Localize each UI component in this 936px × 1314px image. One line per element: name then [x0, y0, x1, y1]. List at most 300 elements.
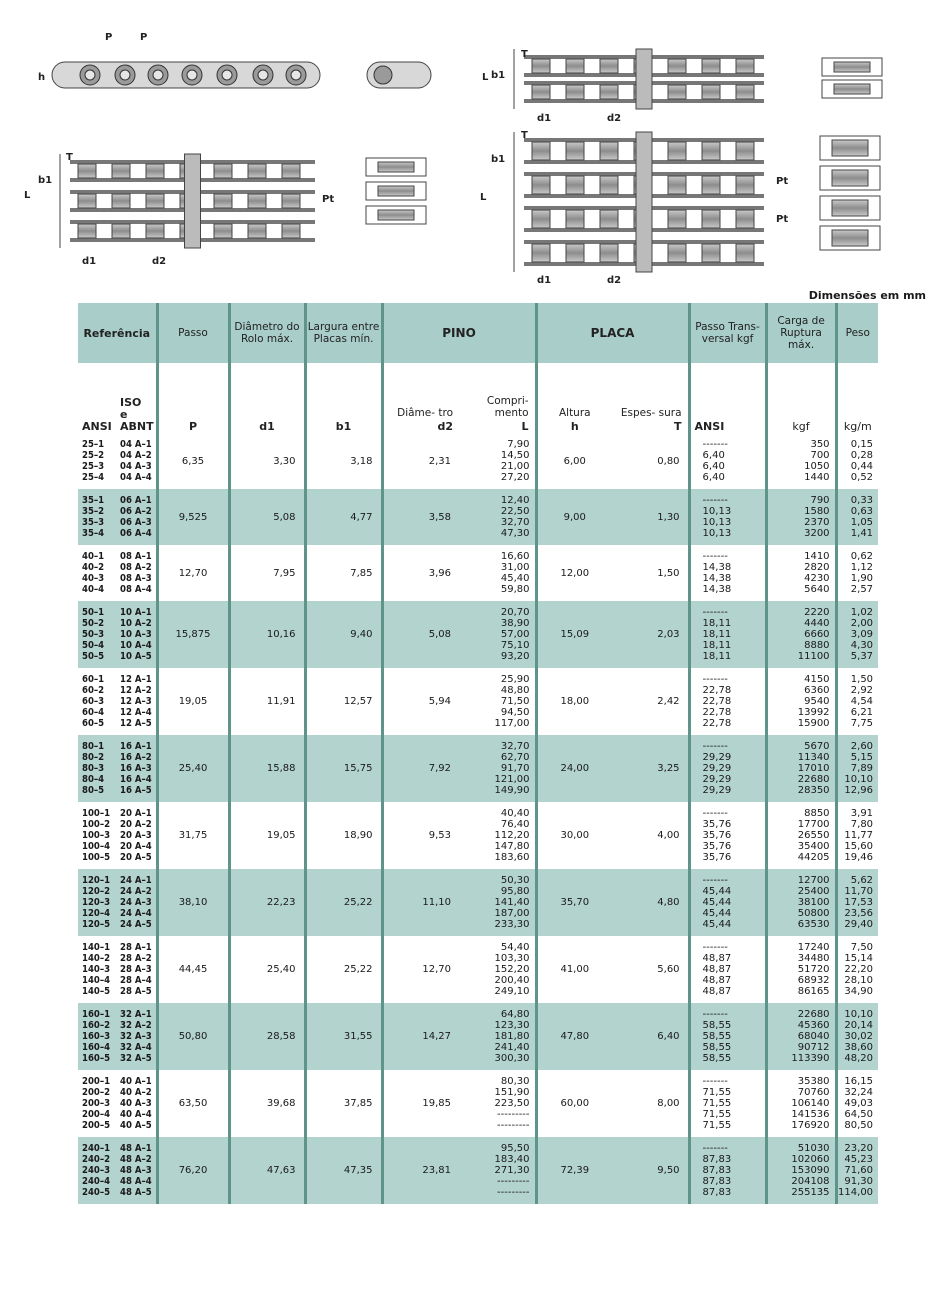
cell-diametro-value: 10,16 — [266, 629, 296, 640]
header-placa-altura-sym: h — [570, 420, 579, 433]
cell-iso-line: 24 A–2 — [120, 886, 152, 897]
cell-carga-line: 2820 — [804, 562, 830, 573]
cell-carga — [766, 1137, 836, 1204]
triplex-top-roller — [112, 194, 130, 208]
cell-iso-line: 08 A–3 — [120, 573, 152, 584]
cell-placa-espessura-value: 0,80 — [657, 455, 680, 467]
cell-ansi — [78, 936, 116, 1003]
header-pino-comprimento: Compri- mento — [486, 395, 529, 419]
label-Pt2: Pt — [776, 176, 789, 187]
cell-pino-comprimento-line: 59,80 — [500, 584, 530, 595]
cell-pino-comprimento-line: 12,40 — [500, 495, 530, 506]
cell-passo-transversal-line: 45,44 — [702, 897, 732, 908]
cell-pino-diametro — [382, 1137, 459, 1204]
cell-peso-line: 2,92 — [850, 685, 874, 696]
cell-peso-line: 1,50 — [850, 674, 874, 685]
cell-passo-transversal-line: ------- — [702, 1009, 728, 1020]
cell-ansi-line: 35–2 — [82, 506, 105, 517]
cell-ansi-line: 35–4 — [82, 528, 105, 539]
cell-passo-transversal-line: 22,78 — [702, 718, 732, 729]
cell-pino-comprimento — [459, 1003, 536, 1070]
cell-peso-line: 2,60 — [850, 741, 874, 752]
cell-passo-value: 50,80 — [178, 1031, 208, 1042]
cell-pino-comprimento-line: 149,90 — [494, 785, 530, 796]
cell-iso-line: 28 A–5 — [120, 986, 152, 997]
cell-pino-diametro-value: 14,27 — [422, 1031, 452, 1042]
cell-ansi-line: 80–5 — [82, 785, 105, 796]
cell-ansi-line: 35–1 — [82, 495, 105, 506]
cell-carga-line: 204108 — [791, 1176, 830, 1187]
label-T3: T — [521, 130, 528, 141]
cell-ansi-line: 240–1 — [82, 1143, 111, 1154]
cell-passo-transversal-line: 22,78 — [702, 685, 732, 696]
triplex-top-roller — [78, 194, 96, 208]
cell-carga-line: 11100 — [797, 651, 830, 662]
cell-pino-comprimento-line: 152,20 — [494, 964, 530, 975]
cell-placa-espessura — [612, 601, 689, 668]
header-ansi: ANSI — [82, 420, 112, 433]
cell-pino-comprimento-line: 183,60 — [494, 852, 530, 863]
cell-pino-comprimento — [459, 489, 536, 545]
cell-passo-transversal-line: ------- — [702, 1143, 728, 1154]
cell-pino-comprimento-line: 187,00 — [494, 908, 530, 919]
header-placa-espessura: Espes- sura — [620, 407, 682, 419]
cell-iso-line: 28 A–1 — [120, 942, 152, 953]
cell-placa-altura-value: 9,00 — [563, 511, 586, 523]
quad-top-roller — [736, 142, 754, 160]
header-diametro-sym: d1 — [259, 420, 275, 433]
quad-top-roller — [668, 176, 686, 194]
cell-carga-line: 2220 — [804, 607, 830, 618]
label-L3: L — [480, 192, 487, 203]
cell-pino-diametro-value: 12,70 — [422, 964, 452, 975]
cell-placa-espessura-value: 1,30 — [657, 511, 680, 523]
cell-peso-line: 23,20 — [844, 1143, 874, 1154]
cell-ansi-line: 160–3 — [82, 1031, 111, 1042]
cell-placa-altura — [536, 936, 612, 1003]
cell-passo-transversal-line: ------- — [702, 439, 728, 450]
cell-carga-line: 255135 — [791, 1187, 830, 1198]
cell-iso — [116, 1137, 157, 1204]
cell-passo-transversal-line: 14,38 — [702, 584, 732, 595]
cell-iso-line: 24 A–1 — [120, 875, 152, 886]
cell-peso — [836, 936, 878, 1003]
duplex-top-roller — [668, 85, 686, 99]
cell-peso-line: 45,23 — [844, 1154, 874, 1165]
cell-pino-comprimento-line: --------- — [497, 1109, 530, 1120]
cell-pino-comprimento-line: 147,80 — [494, 841, 530, 852]
chain-diagrams — [0, 0, 936, 290]
cell-iso-line: 12 A–3 — [120, 696, 152, 707]
cell-ansi-line: 60–4 — [82, 707, 105, 718]
header-passo-sym: P — [188, 420, 198, 433]
cell-passo-value: 38,10 — [178, 897, 208, 908]
cell-iso-line: 40 A–1 — [120, 1076, 152, 1087]
cell-ansi — [78, 601, 116, 668]
cell-iso-line: 48 A–4 — [120, 1176, 152, 1187]
cell-ansi-line: 140–2 — [82, 953, 111, 964]
quad-top-roller — [566, 244, 584, 262]
cell-peso-line: 49,03 — [844, 1098, 874, 1109]
cell-iso — [116, 433, 157, 489]
cell-pino-comprimento-line: 123,30 — [494, 1020, 530, 1031]
cell-passo-transversal — [689, 1003, 766, 1070]
quad-top-roller — [600, 210, 618, 228]
cell-peso-line: 7,50 — [850, 942, 874, 953]
header-pino-diametro: Diâme- tro — [397, 407, 454, 419]
cell-ansi-line: 50–3 — [82, 629, 105, 640]
quad-top-roller — [668, 244, 686, 262]
triplex-top-roller — [112, 164, 130, 178]
triplex-top-roller — [112, 224, 130, 238]
header-pino-comprimento-sym: L — [521, 420, 529, 433]
label-d2-2: d2 — [152, 256, 167, 267]
cell-ansi-line: 40–3 — [82, 573, 105, 584]
cell-largura-value: 9,40 — [350, 629, 373, 640]
cell-peso-line: 1,41 — [850, 528, 874, 539]
cell-passo-transversal-line: 45,44 — [702, 908, 732, 919]
cell-placa-espessura — [612, 433, 689, 489]
cell-peso-line: 5,62 — [850, 875, 874, 886]
cell-ansi-line: 200–3 — [82, 1098, 111, 1109]
cell-placa-espessura — [612, 1137, 689, 1204]
cell-largura-value: 18,90 — [343, 830, 373, 841]
header-placa-altura: Altura — [558, 407, 591, 419]
cell-pino-diametro — [382, 802, 459, 869]
header-peso: Peso — [836, 303, 878, 363]
table-row — [78, 433, 878, 489]
cell-pino-comprimento — [459, 668, 536, 735]
cell-ansi-line: 240–4 — [82, 1176, 111, 1187]
header-carga: Carga de Ruptura máx. — [766, 303, 836, 363]
cell-pino-comprimento-line: 95,50 — [500, 1143, 530, 1154]
cell-placa-altura — [536, 545, 612, 601]
cell-carga-line: 13992 — [797, 707, 830, 718]
cell-passo-transversal — [689, 601, 766, 668]
cell-pino-comprimento-line: 47,30 — [500, 528, 530, 539]
cell-iso-line: 48 A–5 — [120, 1187, 152, 1198]
cell-passo-transversal — [689, 1070, 766, 1137]
cell-placa-espessura — [612, 869, 689, 936]
header-iso: ISO e ABNT — [120, 396, 154, 433]
duplex-top-roller — [736, 59, 754, 73]
cell-placa-altura-value: 12,00 — [560, 567, 590, 579]
cell-passo-value: 19,05 — [178, 696, 208, 707]
cell-ansi-line: 50–5 — [82, 651, 105, 662]
cell-peso-line: 11,70 — [844, 886, 874, 897]
cell-carga-line: 25400 — [797, 886, 830, 897]
cell-carga-line: 4230 — [804, 573, 830, 584]
cell-pino-diametro-value: 5,08 — [428, 629, 452, 640]
cell-placa-altura — [536, 1070, 612, 1137]
cell-carga-line: 68932 — [797, 975, 830, 986]
cell-iso-line: 12 A–2 — [120, 685, 152, 696]
cell-largura-value: 47,35 — [343, 1165, 373, 1176]
cell-peso-line: 114,00 — [838, 1187, 874, 1198]
cell-pino-comprimento-line: --------- — [497, 1187, 530, 1198]
cell-carga-line: 35400 — [797, 841, 830, 852]
cell-pino-comprimento — [459, 545, 536, 601]
cell-peso-line: 10,10 — [844, 774, 874, 785]
cell-ansi-line: 100–4 — [82, 841, 111, 852]
cell-iso-line: 06 A–2 — [120, 506, 152, 517]
cell-pino-comprimento-line: 45,40 — [500, 573, 530, 584]
duplex-end-roller — [834, 62, 870, 72]
cell-carga-line: 45360 — [797, 1020, 830, 1031]
cell-pino-comprimento-line: 94,50 — [500, 707, 530, 718]
cell-ansi-line: 160–1 — [82, 1009, 111, 1020]
cell-iso-line: 04 A–3 — [120, 461, 152, 472]
cell-iso-line: 48 A–2 — [120, 1154, 152, 1165]
cell-ansi-line: 120–5 — [82, 919, 111, 930]
cell-diametro — [229, 1003, 305, 1070]
cell-carga-line: 102060 — [791, 1154, 830, 1165]
cell-passo-transversal-line: 87,83 — [702, 1176, 732, 1187]
table-row — [78, 1137, 878, 1204]
cell-carga-line: 68040 — [797, 1031, 830, 1042]
cell-carga-line: 8880 — [804, 640, 830, 651]
cell-ansi-line: 200–2 — [82, 1087, 111, 1098]
cell-peso-line: 11,77 — [844, 830, 874, 841]
cell-pino-diametro — [382, 433, 459, 489]
cell-placa-espessura-value: 1,50 — [657, 567, 680, 579]
cell-diametro-value: 25,40 — [266, 964, 296, 975]
quad-top-roller — [736, 244, 754, 262]
cell-pino-comprimento-line: --------- — [497, 1176, 530, 1187]
cell-pino-comprimento-line: 91,70 — [500, 763, 530, 774]
cell-pino-comprimento-line: 31,00 — [500, 562, 530, 573]
cell-pino-comprimento-line: 25,90 — [500, 674, 530, 685]
cell-ansi-line: 50–2 — [82, 618, 105, 629]
cell-passo-transversal-line: 58,55 — [702, 1031, 732, 1042]
cell-ansi-line: 80–3 — [82, 763, 105, 774]
cell-iso — [116, 936, 157, 1003]
cell-pino-comprimento — [459, 869, 536, 936]
cell-passo-transversal-line: 10,13 — [702, 528, 732, 539]
cell-carga-line: 22680 — [797, 774, 830, 785]
header-placa: PLACA — [536, 303, 689, 363]
cell-largura — [305, 601, 382, 668]
cell-peso-line: 7,75 — [850, 718, 874, 729]
cell-diametro — [229, 869, 305, 936]
cell-pino-diametro-value: 19,85 — [422, 1098, 452, 1109]
header-largura-sym: b1 — [335, 420, 352, 433]
cell-pino-diametro — [382, 668, 459, 735]
quad-top-roller — [532, 176, 550, 194]
triplex-top-roller — [214, 194, 232, 208]
triplex-top-roller — [248, 194, 266, 208]
cell-ansi-line: 25–3 — [82, 461, 105, 472]
cell-carga — [766, 545, 836, 601]
cell-carga-line: 176920 — [791, 1120, 830, 1131]
cell-diametro-value: 7,95 — [273, 567, 296, 579]
cell-pino-diametro-value: 7,92 — [428, 763, 452, 774]
quad-end-roller — [832, 200, 868, 216]
cell-placa-altura — [536, 869, 612, 936]
header-placa-espessura-sym: T — [674, 420, 682, 433]
cell-iso-line: 40 A–3 — [120, 1098, 152, 1109]
cell-ansi — [78, 735, 116, 802]
quad-end-roller — [832, 170, 868, 186]
cell-iso-line: 16 A–1 — [120, 741, 152, 752]
cell-placa-espessura — [612, 735, 689, 802]
cell-iso-line: 32 A–2 — [120, 1020, 152, 1031]
cell-ansi-line: 50–1 — [82, 607, 105, 618]
cell-carga-line: 141536 — [791, 1109, 830, 1120]
cell-ansi-line: 50–4 — [82, 640, 105, 651]
cell-diametro — [229, 735, 305, 802]
quad-top-roller — [702, 142, 720, 160]
cell-pino-diametro-value: 2,31 — [428, 455, 452, 467]
cell-peso — [836, 802, 878, 869]
cell-pino-comprimento-line: 38,90 — [500, 618, 530, 629]
cell-carga-line: 11340 — [797, 752, 830, 763]
cell-passo-transversal — [689, 668, 766, 735]
cell-carga-line: 790 — [810, 495, 830, 506]
chain-pin — [187, 70, 197, 80]
cell-pino-comprimento — [459, 1070, 536, 1137]
cell-passo-transversal — [689, 735, 766, 802]
header-pino: PINO — [382, 303, 536, 363]
cell-carga-line: 34480 — [797, 953, 830, 964]
cell-carga-line: 1050 — [804, 461, 830, 472]
cell-pino-comprimento — [459, 802, 536, 869]
cell-ansi-line: 200–5 — [82, 1120, 111, 1131]
cell-passo-transversal-line: 48,87 — [702, 953, 732, 964]
label-d2-3: d2 — [607, 275, 622, 286]
cell-pino-diametro — [382, 936, 459, 1003]
cell-iso-line: 20 A–1 — [120, 808, 152, 819]
duplex-top-roller — [566, 85, 584, 99]
quad-top-roller — [566, 210, 584, 228]
quad-top-roller — [600, 142, 618, 160]
cell-largura — [305, 433, 382, 489]
cell-largura — [305, 869, 382, 936]
triplex-top-roller — [282, 224, 300, 238]
cell-diametro — [229, 433, 305, 489]
cell-carga-line: 113390 — [791, 1053, 830, 1064]
cell-pino-comprimento-line: 40,40 — [500, 808, 530, 819]
cell-carga-line: 50800 — [797, 908, 830, 919]
cell-passo-value: 31,75 — [178, 830, 208, 841]
cell-placa-altura-value: 60,00 — [560, 1098, 590, 1109]
cell-passo-transversal-line: ------- — [702, 1076, 728, 1087]
cell-peso-line: 23,56 — [844, 908, 874, 919]
cell-iso-line: 08 A–2 — [120, 562, 152, 573]
cell-ansi-line: 35–3 — [82, 517, 105, 528]
cell-pino-comprimento-line: 32,70 — [500, 741, 530, 752]
table-row — [78, 802, 878, 869]
cell-iso — [116, 668, 157, 735]
cell-largura — [305, 545, 382, 601]
cell-passo — [157, 433, 229, 489]
cell-passo-transversal-line: 22,78 — [702, 707, 732, 718]
cell-ansi-line: 120–1 — [82, 875, 111, 886]
quad-end-roller — [832, 140, 868, 156]
duplex-top-roller — [532, 85, 550, 99]
cell-iso-line: 08 A–1 — [120, 551, 152, 562]
cell-peso-line: 17,53 — [844, 897, 874, 908]
cell-passo-transversal-line: 10,13 — [702, 517, 732, 528]
quad-top-roller — [532, 142, 550, 160]
cell-passo-transversal-line: 71,55 — [702, 1098, 732, 1109]
cell-ansi-line: 100–2 — [82, 819, 111, 830]
cell-passo-transversal-line: ------- — [702, 875, 728, 886]
cell-placa-altura-value: 18,00 — [560, 696, 590, 707]
cell-pino-comprimento-line: 50,30 — [500, 875, 530, 886]
cell-carga-line: 5670 — [804, 741, 830, 752]
cell-peso — [836, 735, 878, 802]
cell-carga-line: 106140 — [791, 1098, 830, 1109]
duplex-top-roller — [736, 85, 754, 99]
cell-peso — [836, 1070, 878, 1137]
cell-passo-transversal-line: 29,29 — [702, 785, 732, 796]
quad-top-roller — [736, 210, 754, 228]
cell-peso-line: 4,30 — [850, 640, 874, 651]
cell-passo — [157, 1070, 229, 1137]
cell-ansi-line: 40–1 — [82, 551, 105, 562]
cell-placa-altura-value: 30,00 — [560, 830, 590, 841]
cell-placa-espessura-value: 8,00 — [657, 1098, 680, 1109]
cell-diametro — [229, 802, 305, 869]
label-P1: P — [105, 32, 113, 43]
cell-carga-line: 6360 — [804, 685, 830, 696]
cell-pino-comprimento-line: 200,40 — [494, 975, 530, 986]
cell-pino-comprimento-line: 183,40 — [494, 1154, 530, 1165]
cell-carga-line: 28350 — [797, 785, 830, 796]
cell-passo — [157, 1003, 229, 1070]
cell-passo-transversal-line: 35,76 — [702, 841, 732, 852]
cell-peso-line: 32,24 — [844, 1087, 874, 1098]
cell-pino-comprimento-line: 76,40 — [500, 819, 530, 830]
cell-carga-line: 38100 — [797, 897, 830, 908]
cell-peso-line: 71,60 — [844, 1165, 874, 1176]
cell-pino-comprimento — [459, 601, 536, 668]
cell-passo-value: 12,70 — [178, 567, 208, 579]
quad-top-roller — [566, 142, 584, 160]
cell-iso-line: 04 A–4 — [120, 472, 152, 483]
cell-peso-line: 5,15 — [850, 752, 874, 763]
cell-peso-line: 0,15 — [850, 439, 874, 450]
cell-iso-line: 10 A–4 — [120, 640, 152, 651]
cell-pino-diametro-value: 9,53 — [428, 830, 452, 841]
cell-passo-transversal-line: ------- — [702, 495, 728, 506]
label-b1-3: b1 — [491, 154, 506, 165]
cell-carga-line: 51030 — [797, 1143, 830, 1154]
cell-diametro — [229, 1137, 305, 1204]
cell-ansi-line: 60–1 — [82, 674, 105, 685]
cell-iso-line: 08 A–4 — [120, 584, 152, 595]
cell-passo-transversal-line: 87,83 — [702, 1165, 732, 1176]
cell-pino-comprimento-line: 14,50 — [500, 450, 530, 461]
cell-carga-line: 2370 — [804, 517, 830, 528]
cell-ansi-line: 120–2 — [82, 886, 111, 897]
cell-iso-line: 24 A–5 — [120, 919, 152, 930]
cell-ansi — [78, 1003, 116, 1070]
cell-placa-espessura — [612, 802, 689, 869]
cell-passo-transversal — [689, 433, 766, 489]
label-L2: L — [24, 190, 31, 201]
cell-pino-diametro — [382, 489, 459, 545]
triplex-top-roller — [146, 224, 164, 238]
triplex-end-roller — [378, 162, 414, 172]
label-T1: T — [521, 49, 528, 60]
cell-passo-value: 76,20 — [178, 1165, 208, 1176]
cell-placa-espessura-value: 2,42 — [657, 696, 680, 707]
duplex-top-roller — [532, 59, 550, 73]
cell-carga — [766, 1070, 836, 1137]
triplex-top-connecting-link — [185, 154, 201, 248]
